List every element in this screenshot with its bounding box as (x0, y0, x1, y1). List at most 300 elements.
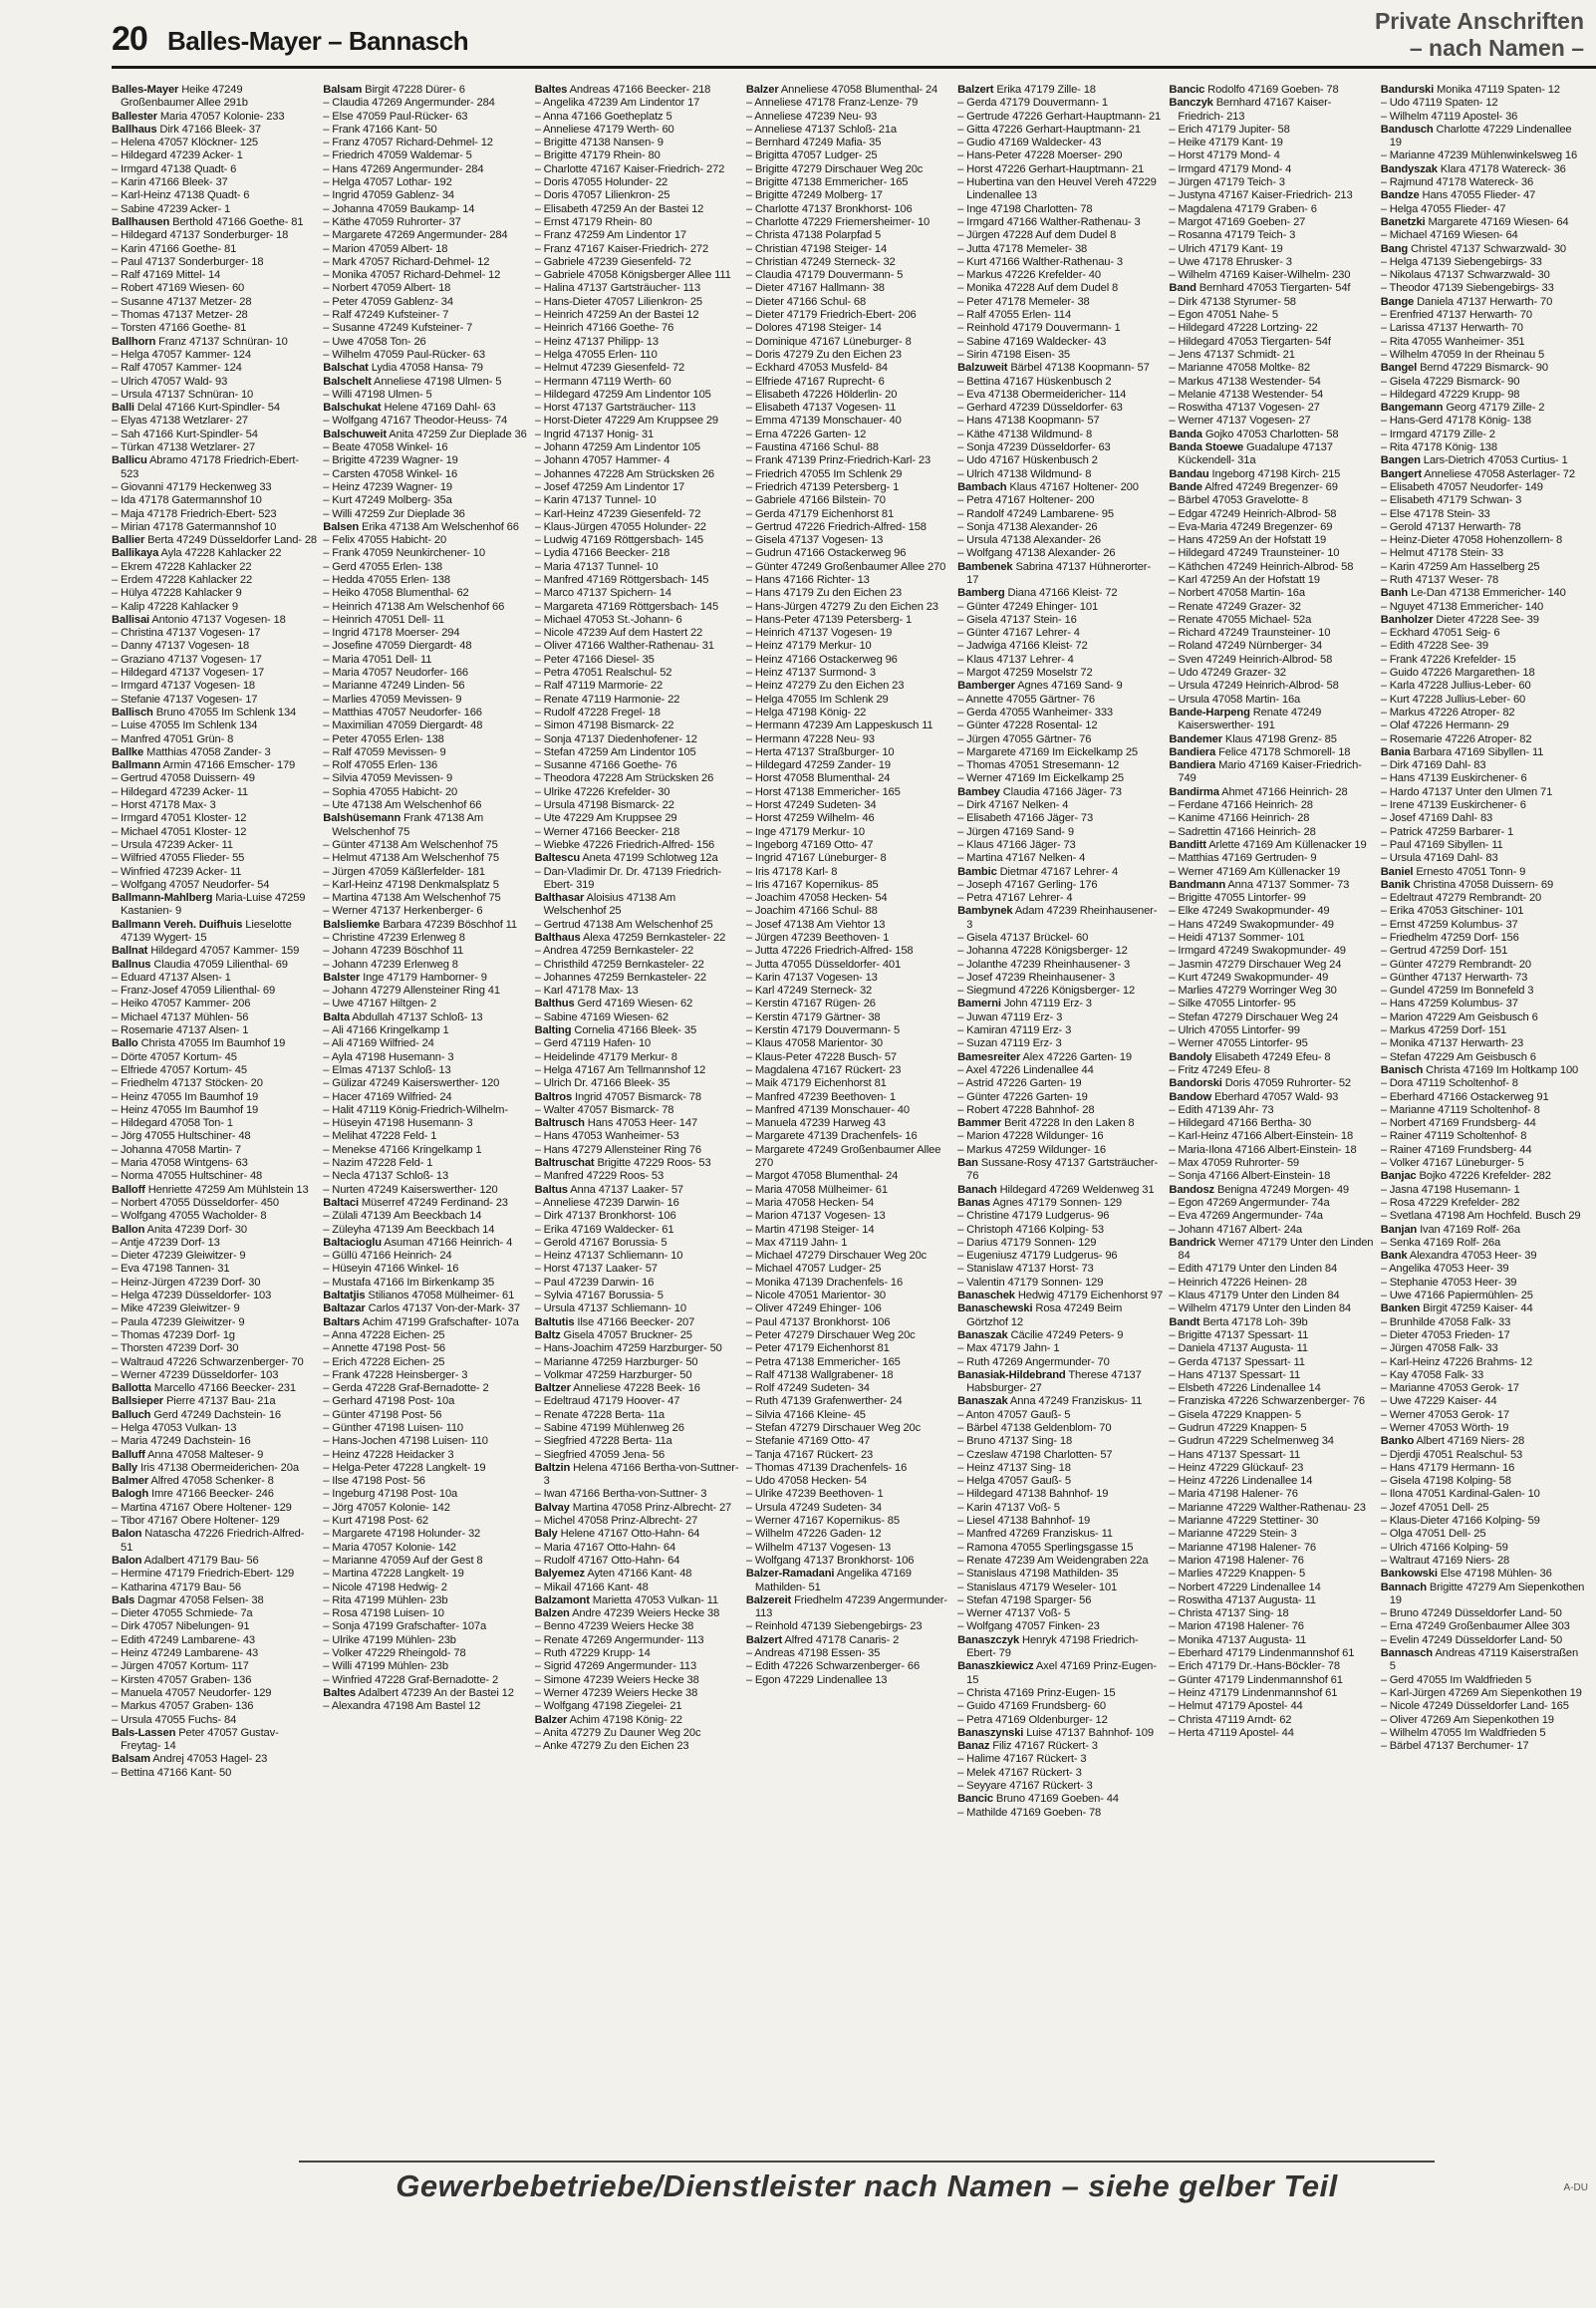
entry-address: 47058 Martin- 16a (1216, 587, 1305, 600)
entry-given-name: – Irmgard (1380, 428, 1428, 440)
entry-address: 47279 Zu den Eichen 23 (570, 1740, 689, 1753)
directory-entry (1169, 362, 1374, 375)
entry-address: 47057 Gustav-Freytag- 14 (121, 1726, 279, 1753)
entry-address: 47198 Bismarck- 22 (578, 799, 674, 812)
entry-address: 47166 Bleek- 37 (181, 123, 261, 136)
directory-entry (957, 1542, 1163, 1555)
directory-entry (957, 282, 1163, 295)
entry-address: 47226 Garten- 19 (1046, 1050, 1132, 1063)
entry-given-name: – Werner (534, 825, 580, 838)
entry-address: 47239 Giesenfeld- 72 (597, 507, 701, 520)
entry-address: 47055 Lintorfer- 99 (1208, 1024, 1300, 1037)
entry-given-name: – Seyyare (957, 1780, 1007, 1792)
entry-address: 47059 Waldemar- 5 (377, 149, 472, 162)
entry-address: 47059 Ruhrorter- 37 (363, 215, 461, 228)
directory-entry (323, 1157, 528, 1170)
directory-entry (746, 601, 951, 614)
entry-address: 47249 Lambarene- 95 (1006, 507, 1114, 520)
entry-given-name: – Sigrid (534, 1660, 572, 1673)
directory-entry (1169, 932, 1374, 945)
entry-given-name: – Emma (745, 415, 787, 428)
entry-address: 47199 Schlotweg 12a (613, 852, 718, 865)
entry-surname: Balon (112, 1554, 142, 1567)
directory-entry (1381, 667, 1586, 680)
entry-given-name: – Tanja (745, 1448, 781, 1461)
entry-given-name: – Jörg (323, 1501, 354, 1514)
directory-entry (746, 481, 951, 494)
directory-entry (112, 866, 317, 879)
directory-entry (957, 376, 1163, 389)
entry-given-name: – Markus (1169, 375, 1214, 388)
directory-entry (112, 1660, 317, 1673)
entry-given-name: Bruno (995, 1793, 1025, 1806)
directory-entry (1381, 1316, 1586, 1329)
entry-given-name: – Manfred (534, 573, 584, 586)
directory-entry (323, 985, 528, 998)
directory-entry (1381, 189, 1586, 202)
entry-address: 47179 Hermann- 16 (1418, 1461, 1515, 1474)
entry-surname: Ballhausen (112, 215, 170, 228)
directory-entry (535, 1542, 740, 1555)
entry-address: 47137 Vogesen- 13 (796, 1541, 892, 1554)
directory-entry (1381, 1674, 1586, 1687)
directory-entry (112, 680, 317, 693)
directory-entry (1169, 694, 1374, 707)
entry-surname: Balsen (323, 520, 360, 533)
directory-entry (1169, 1714, 1374, 1727)
entry-given-name: – Hermann (745, 732, 800, 745)
directory-entry (746, 163, 951, 176)
directory-entry (323, 111, 528, 124)
entry-given-name: – Uwe (323, 998, 355, 1010)
entry-address: 47166 Beecker- 218 (613, 84, 711, 96)
entry-address: 47137 Bau- 21a (197, 1395, 276, 1408)
directory-entry (1381, 919, 1586, 932)
entry-address: 47139 Wygert- 15 (121, 932, 207, 944)
directory-entry (535, 547, 740, 560)
directory-entry (112, 627, 317, 640)
directory-entry (323, 1475, 528, 1488)
entry-address: 47179 Friedrich-Ebert- 206 (786, 309, 917, 322)
entry-given-name: – Hülya (112, 587, 148, 600)
directory-entry (1169, 534, 1374, 547)
entry-given-name: – Werner (1380, 1421, 1426, 1434)
directory-entry (1381, 1409, 1586, 1422)
entry-given-name: – Christina (112, 627, 163, 640)
entry-address: 47259 An der Bastei 12 (586, 309, 699, 322)
directory-entry (323, 1382, 528, 1395)
entry-given-name: Bruno (155, 706, 185, 719)
entry-given-name: – Klaus (745, 1037, 783, 1050)
entry-address: 47198 Sparger- 56 (1000, 1593, 1092, 1606)
entry-address: 47138 Am Welschenhof 75 (369, 852, 499, 865)
directory-entry (1381, 905, 1586, 918)
entry-given-name: – Charlotte (745, 202, 799, 215)
entry-address: 47137 Spessart- 11 (1205, 1368, 1301, 1381)
entry-given-name: – Franz (323, 137, 361, 149)
directory-entry (1381, 1290, 1586, 1302)
entry-given-name: – Hildegard (1169, 335, 1224, 348)
entry-given-name: – Monika (1380, 1037, 1425, 1050)
entry-given-name: Therese (1068, 1368, 1109, 1381)
entry-given-name: – Margareta (534, 600, 594, 613)
entry-address: 47167 Holtener- 200 (995, 494, 1095, 507)
entry-surname: Balyemez (534, 1568, 585, 1581)
directory-entry (1169, 124, 1374, 137)
directory-entry (112, 561, 317, 574)
directory-entry (957, 1502, 1163, 1515)
entry-address: 47166 Kant- 50 (363, 123, 437, 136)
directory-entry (746, 879, 951, 892)
entry-address: 47137 Berchumer- 17 (1424, 1740, 1529, 1753)
entry-address: 47179 Mond- 4 (1206, 149, 1280, 162)
entry-address: 47179 Lindenmannshof 61 (1208, 1686, 1338, 1699)
entry-given-name: – Brigitte (1169, 1328, 1212, 1341)
entry-given-name: Ayten (587, 1568, 615, 1581)
entry-address: 47167 Borussia- 5 (579, 1236, 667, 1249)
entry-address: 47259 Harzburger- 50 (585, 1368, 692, 1381)
entry-address: 47058 Königsberger Allee 111 (587, 269, 731, 282)
entry-given-name: – Kurt (1169, 971, 1198, 984)
directory-entry (1381, 1435, 1586, 1448)
directory-entry (746, 296, 951, 309)
entry-given-name: – Elisabeth (745, 388, 800, 401)
directory-entry (957, 1051, 1163, 1064)
entry-given-name: – Ruth (534, 1647, 567, 1660)
directory-entry (112, 574, 317, 587)
entry-address: 47229 Schelmenweg 34 (1216, 1435, 1334, 1448)
directory-entry (1381, 521, 1586, 534)
entry-surname: Balta (323, 1010, 350, 1023)
entry-given-name: – Werner (534, 1686, 580, 1699)
entry-given-name: – Jürgen (957, 825, 1000, 838)
entry-address: 47053 Heer- 39 (1461, 1250, 1537, 1263)
directory-entry (746, 1528, 951, 1541)
entry-surname: Bandusch (1380, 123, 1434, 136)
entry-address: 47226 Friedrich-Alfred- 158 (794, 520, 927, 533)
entry-given-name: – Rita (1380, 335, 1410, 348)
entry-address: 47178 Memeler- 38 (992, 242, 1088, 255)
entry-address: 47249 Linden- 56 (380, 680, 465, 693)
entry-given-name: – Peter (745, 1328, 781, 1341)
entry-given-name: – Züleyha (323, 1223, 372, 1236)
entry-given-name: – Karin (745, 971, 781, 984)
entry-address: 47259 Bernkasteler- 22 (613, 932, 726, 944)
entry-address: 47229 Lindenallee 19 (1389, 123, 1572, 149)
entry-address: 47169 Sibyllen- 11 (1414, 838, 1503, 851)
directory-entry (1169, 1528, 1374, 1541)
entry-address: 47137 Voß- 5 (994, 1501, 1060, 1514)
entry-address: 47055 Holunder- 22 (571, 176, 668, 189)
entry-given-name: – Hüseyin (323, 1117, 372, 1130)
directory-entry (535, 1568, 740, 1581)
entry-given-name: – Halit (323, 1103, 354, 1116)
entry-given-name: – Frank (323, 547, 361, 560)
entry-address: 47226 Schwarzenberger- 70 (166, 1355, 304, 1368)
entry-given-name: Monika (1437, 84, 1472, 96)
directory-entry (1381, 1342, 1586, 1355)
directory-entry (535, 1224, 740, 1237)
directory-entry (746, 707, 951, 720)
entry-address: 47228 Langkelt- 19 (393, 1461, 486, 1474)
entry-given-name: – Werner (323, 905, 368, 918)
entry-address: 47167 Rückert- 3 (1014, 1740, 1098, 1753)
directory-entry (1169, 1144, 1374, 1157)
entry-given-name: – Guido (1380, 667, 1419, 680)
directory-entry (535, 1144, 740, 1157)
entry-given-name: – Willi (323, 507, 353, 520)
entry-address: 47053 Heer- 147 (616, 1117, 698, 1130)
entry-address: 47059 Paul-Rücker- 63 (374, 348, 485, 361)
entry-address: 47178 Moerser- 294 (362, 627, 460, 640)
entry-address: 47279 Zu den Eichen 23 (783, 348, 902, 361)
directory-entry (1169, 812, 1374, 825)
directory-entry (1169, 1077, 1374, 1090)
entry-given-name: – Markus (112, 1700, 156, 1713)
entry-address: 47178 Stein- 33 (1413, 507, 1490, 520)
directory-entry (535, 1130, 740, 1143)
entry-given-name: – Jasna (1380, 1183, 1419, 1196)
directory-entry (746, 1277, 951, 1290)
entry-given-name: – Dieter (745, 295, 784, 308)
entry-given-name: – Walter (534, 1103, 575, 1116)
entry-address: 47051 Marientor- 30 (788, 1290, 886, 1302)
entry-given-name: – Wolfgang (112, 878, 166, 891)
entry-given-name: – Torsten (112, 322, 156, 335)
entry-address: 47166 Jäger- 73 (1013, 812, 1094, 825)
entry-given-name: Filiz (992, 1740, 1012, 1753)
entry-address: 47169 Rolf- 26a (1443, 1223, 1520, 1236)
entry-given-name: Claudia (1002, 785, 1040, 798)
entry-given-name: – Brigitte (534, 149, 578, 162)
directory-entry (1169, 1237, 1374, 1264)
entry-address: 47166 Bleek- 37 (148, 176, 228, 189)
entry-address: 47137 Herwarth- 23 (1427, 1037, 1524, 1050)
entry-given-name: – Irene (1380, 799, 1415, 812)
entry-given-name: – Manfred (112, 732, 161, 745)
entry-given-name: – Hans (1380, 1461, 1416, 1474)
entry-given-name: – Rolf (745, 1382, 775, 1395)
directory-entry (112, 1462, 317, 1475)
directory-entry (323, 376, 528, 389)
entry-surname: Balzer-Ramadani (745, 1568, 835, 1581)
entry-address: 47167 Borussia- 5 (575, 1290, 664, 1302)
entry-given-name: – Kerstin (745, 998, 789, 1010)
entry-given-name: – Stanislaus (957, 1581, 1017, 1593)
directory-entry (535, 1077, 740, 1090)
entry-given-name: – Horst (745, 772, 781, 785)
entry-address: 47179 Rhein- 80 (571, 215, 653, 228)
entry-address: 47169 Otto- 47 (800, 838, 874, 851)
directory-entry (535, 1024, 740, 1037)
directory-entry (1381, 282, 1586, 295)
entry-address: 47137 Augusta- 11 (1225, 1593, 1316, 1606)
entry-address: 47137 Augusta- 11 (1215, 1633, 1307, 1646)
entry-given-name: Eberhard (1213, 1090, 1259, 1103)
entry-given-name: – Elisabeth (745, 402, 800, 415)
entry-given-name: – Egon (1169, 1196, 1203, 1209)
entry-given-name: – Erich (323, 1355, 358, 1368)
entry-address: 47138 Westender- 54 (1218, 388, 1324, 401)
entry-address: 47057 Neudorfer- 166 (376, 706, 482, 719)
entry-given-name: – Gisela (957, 932, 997, 944)
directory-entry (957, 680, 1163, 693)
directory-entry (1381, 441, 1586, 454)
entry-address: 47229 Friemersheimer- 10 (801, 215, 931, 228)
directory-entry (323, 189, 528, 202)
entry-given-name: – Elsbeth (1169, 1382, 1214, 1395)
directory-entry (323, 1024, 528, 1037)
directory-entry (535, 111, 740, 124)
directory-entry (323, 1237, 528, 1250)
entry-address: 47139 Grafenwerther- 24 (780, 1395, 903, 1408)
directory-entry (957, 1620, 1163, 1633)
entry-surname: Bancic (1169, 84, 1205, 96)
entry-address: 47166 Albert-Einstein- 18 (1231, 1130, 1354, 1143)
entry-address: 47249 Großenbaumer Allee 270 (791, 560, 946, 573)
directory-entry (1381, 429, 1586, 441)
entry-address: 47138 Emmericher- 140 (1449, 587, 1566, 600)
entry-given-name: Alfred (1204, 480, 1233, 493)
entry-given-name: – Bruno (957, 1435, 996, 1448)
entry-address: 47166 Bertha-von-Suttner- 3 (569, 1488, 707, 1501)
entry-given-name: – Evelin (1380, 1633, 1420, 1646)
directory-entry (112, 772, 317, 785)
directory-entry (1169, 1727, 1374, 1740)
entry-address: 47228 Wildunger- 16 (1002, 1130, 1104, 1143)
directory-entry (746, 176, 951, 189)
entry-given-name: – Tibor (112, 1515, 145, 1528)
directory-entry (957, 654, 1163, 667)
entry-address: 47119 Spaten- 12 (1474, 84, 1560, 96)
footer-banner: Gewerbebetriebe/Dienstleister nach Namen – siehe gelber Teil (396, 2168, 1338, 2203)
entry-given-name: – Klaus (1169, 1290, 1205, 1302)
entry-address: 47228 Kahlacker 22 (154, 560, 252, 573)
directory-entry (112, 1409, 317, 1422)
entry-address: 47169 Röttgersbach- 145 (586, 573, 709, 586)
entry-given-name: – Karl (1169, 573, 1197, 586)
entry-given-name: – Ingrid (323, 627, 360, 640)
entry-surname: Banken (1380, 1302, 1421, 1315)
directory-entry (323, 972, 528, 985)
entry-given-name: – Claudia (323, 97, 370, 110)
entry-given-name: – Ulrich (1380, 1541, 1418, 1554)
entry-given-name: – Horst (1169, 149, 1204, 162)
entry-given-name: – Friedhelm (1380, 932, 1439, 944)
entry-address: 47137 Herwarth- 70 (1427, 322, 1523, 335)
entry-surname: Baltz (534, 1328, 561, 1341)
entry-given-name: Georg (1446, 402, 1476, 415)
directory-entry (535, 627, 740, 640)
directory-entry (323, 959, 528, 972)
entry-address: 47167 Lehrer- 4 (995, 892, 1073, 905)
entry-address: 47259 Bernkasteler- 22 (591, 958, 704, 971)
directory-entry (1381, 574, 1586, 587)
entry-given-name: – Volker (1380, 1157, 1420, 1170)
entry-given-name: – Klaus-Jürgen (534, 520, 608, 533)
entry-address: Dr. Dr. 47139 Friedrich-Ebert- 319 (543, 865, 722, 891)
directory-entry (1169, 1435, 1374, 1448)
entry-given-name: Natascha (144, 1528, 191, 1541)
entry-given-name: – Klaus (957, 838, 994, 851)
entry-given-name: – Gerda (745, 507, 786, 520)
directory-entry (323, 296, 528, 309)
directory-entry (1381, 296, 1586, 309)
directory-entry (1381, 1117, 1586, 1130)
entry-given-name: – Irmgard (112, 162, 158, 175)
entry-given-name: – Thorsten (112, 1342, 163, 1355)
entry-address: 47179 Gärtner- 38 (791, 1010, 881, 1023)
directory-entry (535, 614, 740, 627)
directory-entry (1169, 1462, 1374, 1475)
entry-given-name: – Ruth (957, 1355, 990, 1368)
entry-address: 47198 Ulmen- 5 (355, 388, 432, 401)
entry-address: 47229 Krefelder- 282 (1418, 1196, 1520, 1209)
entry-given-name: – Heinrich (323, 613, 373, 626)
directory-entry (1381, 97, 1586, 110)
entry-given-name: – Justyna (1169, 189, 1215, 202)
entry-address: 47167 Kaiser-Friedrich- 272 (590, 162, 725, 175)
entry-given-name: – Elmas (323, 1063, 363, 1076)
entry-given-name: – Türkan (112, 441, 154, 454)
directory-entry (746, 640, 951, 653)
entry-given-name: – Gerold (534, 1236, 577, 1249)
entry-surname: Baltzin (534, 1461, 571, 1474)
entry-given-name: – Hedda (323, 573, 365, 586)
entry-given-name: – Daniela (1169, 1342, 1215, 1355)
directory-entry (535, 720, 740, 732)
entry-address: 47169 Im Holtkamp 100 (1463, 1063, 1579, 1076)
entry-address: 47137 Alsen- 1 (158, 971, 231, 984)
directory-entry (746, 1422, 951, 1435)
directory-entry (323, 149, 528, 162)
entry-surname: Balzer (745, 84, 779, 96)
directory-entry (1381, 654, 1586, 667)
entry-given-name: – Anneliese (534, 123, 591, 136)
entry-given-name: – Christine (957, 1210, 1009, 1223)
directory-entry (957, 772, 1163, 785)
entry-given-name: – Wolfgang (957, 547, 1013, 560)
entry-address: 47179 Kant- 19 (1208, 242, 1283, 255)
entry-surname: Bandorski (1169, 1077, 1222, 1090)
entry-given-name: – Werner (1169, 415, 1214, 428)
entry-address: 47166 Beecker- 231 (197, 1382, 296, 1395)
entry-address: 47239 Gleiwitzer- 9 (151, 1250, 246, 1263)
directory-entry (535, 601, 740, 614)
entry-given-name: – Frank (323, 1368, 361, 1381)
entry-given-name: – Nurten (323, 1183, 365, 1196)
entry-address: 47119 Erz- 3 (1000, 1010, 1063, 1023)
entry-given-name: – Gudrun (1169, 1435, 1214, 1448)
entry-address: 47198 Post- 62 (355, 1515, 428, 1528)
entry-address: 47057 Graben- 136 (158, 1700, 254, 1713)
directory-entry (323, 1674, 528, 1687)
entry-address: 47239 Gleiwitzer- 9 (146, 1302, 240, 1315)
directory-entry (1381, 1237, 1586, 1250)
entry-given-name: – Andrea (534, 945, 579, 958)
entry-surname: Bamberger (957, 680, 1015, 693)
directory-entry (957, 429, 1163, 441)
entry-surname: Ballsieper (112, 1395, 163, 1408)
entry-given-name: – Heinz (112, 1103, 148, 1116)
entry-given-name: – Karin (1380, 560, 1416, 573)
entry-given-name: – Ursula (745, 1501, 787, 1514)
directory-entry (1381, 389, 1586, 402)
entry-surname: Bankowski (1380, 1568, 1438, 1581)
directory-entry (1381, 124, 1586, 150)
entry-given-name: – Astrid (957, 1077, 994, 1090)
directory-entry (1381, 1528, 1586, 1541)
